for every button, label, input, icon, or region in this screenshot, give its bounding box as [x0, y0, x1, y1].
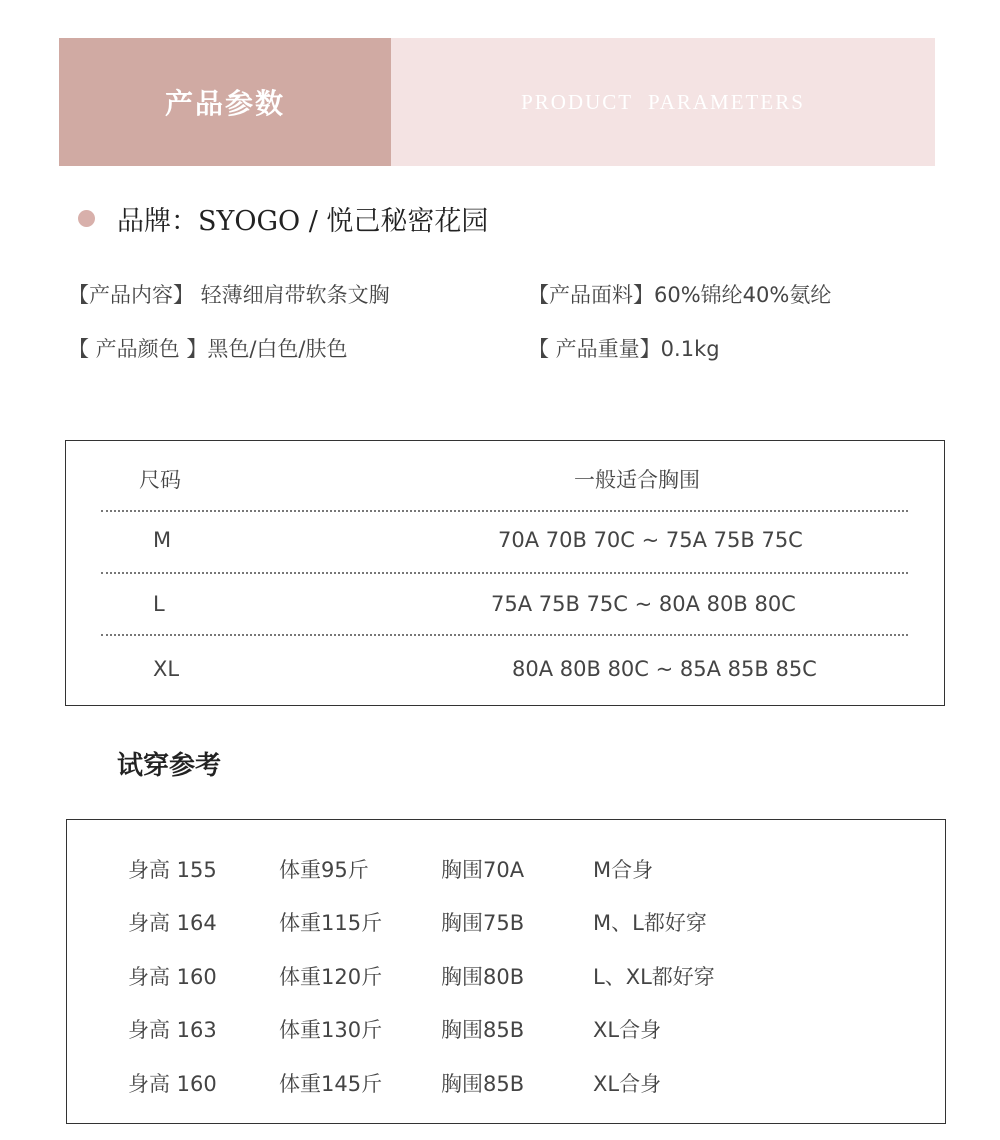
brand-line — [78, 198, 488, 238]
fit-height: 身高 163 — [128, 1018, 217, 1042]
fit-result: M合身 — [593, 858, 654, 882]
size-label: XL — [153, 657, 180, 681]
table-row — [66, 640, 946, 702]
fit-result: XL合身 — [593, 1018, 662, 1042]
spec-fabric: 【产品面料】60%锦纶40%氨纶 — [528, 283, 832, 307]
fit-weight: 体重120斤 — [279, 965, 383, 989]
spec-content: 【产品内容】 轻薄细肩带软条文胸 — [68, 283, 390, 307]
fit-bust: 胸围75B — [441, 911, 525, 935]
fit-weight: 体重130斤 — [279, 1018, 383, 1042]
fit-result: L、XL都好穿 — [593, 965, 715, 989]
fit-height: 身高 160 — [128, 1072, 217, 1096]
fit-result: XL合身 — [593, 1072, 662, 1096]
row-divider — [101, 634, 908, 636]
brand-text: 品牌：SYOGO / 悦己秘密花园 — [117, 205, 489, 237]
spec-weight: 【 产品重量】0.1kg — [528, 337, 720, 361]
fit-weight: 体重95斤 — [279, 858, 369, 882]
banner-title-block — [59, 38, 391, 166]
size-label: L — [153, 592, 165, 616]
fit-weight: 体重145斤 — [279, 1072, 383, 1096]
fit-bust: 胸围85B — [441, 1018, 525, 1042]
banner-title-cn: 产品参数 — [164, 87, 285, 120]
fit-result: M、L都好穿 — [593, 911, 707, 935]
size-table-header — [66, 445, 946, 507]
bust-range: 75A 75B 75C ~ 80A 80B 80C — [491, 592, 796, 616]
table-row — [66, 512, 946, 574]
banner-subtitle-block — [391, 38, 935, 166]
row-divider — [101, 572, 908, 574]
bust-range: 80A 80B 80C ~ 85A 85B 85C — [512, 657, 817, 681]
bullet-dot-icon — [78, 210, 95, 227]
fitting-title: 试穿参考 — [117, 751, 222, 781]
size-header-size: 尺码 — [139, 468, 181, 492]
fit-bust: 胸围85B — [441, 1072, 525, 1096]
banner-title-en: PRODUCT PARAMETERS — [521, 89, 805, 114]
bust-range: 70A 70B 70C ~ 75A 75B 75C — [498, 528, 803, 552]
fit-height: 身高 155 — [128, 858, 217, 882]
table-row — [66, 575, 946, 637]
fitting-table — [66, 819, 946, 1124]
size-label: M — [153, 528, 172, 552]
size-header-bust: 一般适合胸围 — [574, 468, 700, 492]
header-banner — [59, 38, 935, 166]
fit-bust: 胸围70A — [441, 858, 525, 882]
fit-height: 身高 160 — [128, 965, 217, 989]
fit-height: 身高 164 — [128, 911, 217, 935]
fit-weight: 体重115斤 — [279, 911, 383, 935]
size-table — [65, 440, 945, 706]
fit-bust: 胸围80B — [441, 965, 525, 989]
spec-color: 【 产品颜色 】黑色/白色/肤色 — [68, 337, 348, 361]
